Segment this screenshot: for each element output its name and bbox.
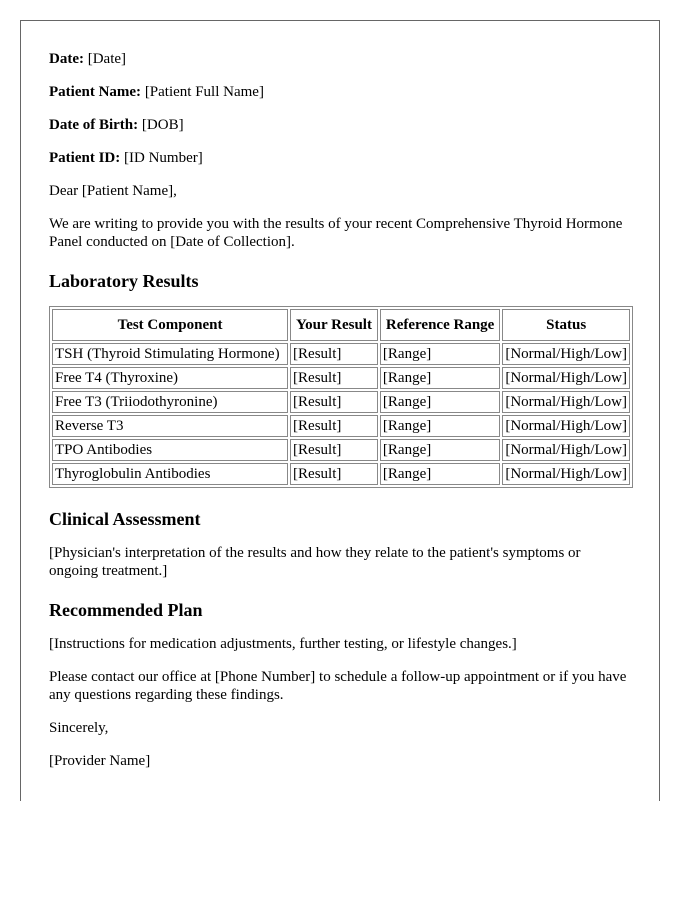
test-component-cell: TSH (Thyroid Stimulating Hormone) [52, 343, 288, 365]
table-row [52, 343, 630, 365]
lab-results-heading: Laboratory Results [49, 271, 199, 291]
column-header: Status [502, 309, 630, 341]
letter [20, 20, 660, 801]
column-header: Reference Range [380, 309, 500, 341]
intro-paragraph: We are writing to provide you with the results of your recent Comprehensive Thyroid Hormone Panel conducted on [Date of Collection]. [49, 216, 623, 250]
status-cell: [Normal/High/Low] [502, 439, 630, 461]
patient-name-line: Patient Name: [Patient Full Name] [49, 84, 264, 100]
result-cell: [Result] [290, 463, 378, 485]
lab-results-table [49, 306, 633, 488]
test-component-cell: Free T4 (Thyroxine) [52, 367, 288, 389]
test-component-cell: Thyroglobulin Antibodies [52, 463, 288, 485]
dob-line: Date of Birth: [DOB] [49, 117, 184, 133]
result-cell: [Result] [290, 439, 378, 461]
test-component-cell: Free T3 (Triiodothyronine) [52, 391, 288, 413]
clinical-assessment-heading: Clinical Assessment [49, 509, 201, 529]
result-cell: [Result] [290, 415, 378, 437]
result-cell: [Result] [290, 367, 378, 389]
table-row [52, 391, 630, 413]
range-cell: [Range] [380, 343, 500, 365]
table-row [52, 439, 630, 461]
recommended-plan-heading: Recommended Plan [49, 600, 203, 620]
range-cell: [Range] [380, 439, 500, 461]
table-row [52, 367, 630, 389]
range-cell: [Range] [380, 367, 500, 389]
range-cell: [Range] [380, 415, 500, 437]
column-header: Test Component [52, 309, 288, 341]
closing: Sincerely, [49, 720, 109, 736]
status-cell: [Normal/High/Low] [502, 343, 630, 365]
status-cell: [Normal/High/Low] [502, 415, 630, 437]
status-cell: [Normal/High/Low] [502, 391, 630, 413]
result-cell: [Result] [290, 343, 378, 365]
status-cell: [Normal/High/Low] [502, 367, 630, 389]
test-component-cell: TPO Antibodies [52, 439, 288, 461]
recommended-plan-text: [Instructions for medication adjustments, further testing, or lifestyle changes.] [49, 636, 517, 652]
status-cell: [Normal/High/Low] [502, 463, 630, 485]
salutation: Dear [Patient Name], [49, 183, 177, 199]
signature: [Provider Name] [49, 753, 151, 769]
table-row [52, 415, 630, 437]
test-component-cell: Reverse T3 [52, 415, 288, 437]
clinical-assessment-text: [Physician's interpretation of the results and how they relate to the patient's symptoms or ongoing treatment.] [49, 545, 581, 579]
patient-id-line: Patient ID: [ID Number] [49, 150, 203, 166]
result-cell: [Result] [290, 391, 378, 413]
range-cell: [Range] [380, 463, 500, 485]
table-header-row [52, 309, 630, 341]
date-line: Date: [Date] [49, 51, 127, 67]
column-header: Your Result [290, 309, 378, 341]
table-row [52, 463, 630, 485]
contact-paragraph: Please contact our office at [Phone Number] to schedule a follow-up appointment or if you have any questions regarding these findings. [49, 669, 627, 703]
range-cell: [Range] [380, 391, 500, 413]
